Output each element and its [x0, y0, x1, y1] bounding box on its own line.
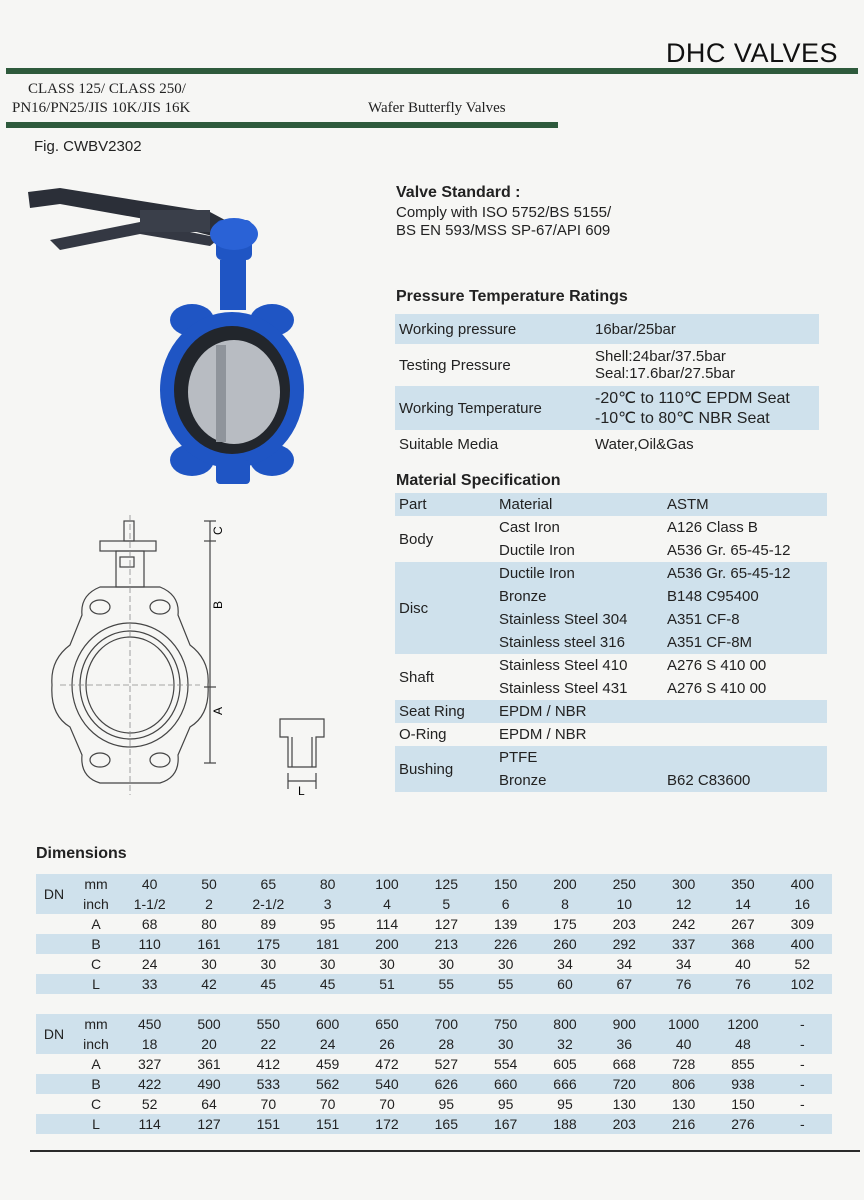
table-row — [36, 914, 832, 934]
dim-value: 30 — [319, 956, 336, 972]
pressure-value: Shell:24bar/37.5bar — [595, 348, 726, 365]
part-name: Disc — [399, 599, 429, 617]
size-inch: 16 — [794, 896, 811, 912]
dim-value: - — [799, 1096, 805, 1112]
dim-value: 276 — [731, 1116, 755, 1132]
astm-value: A536 Gr. 65-45-12 — [667, 542, 791, 559]
valve-photo — [20, 180, 320, 490]
product-title: Wafer Butterfly Valves — [368, 100, 506, 116]
dim-value: 45 — [260, 976, 277, 992]
part-name: Body — [399, 530, 434, 548]
size-mm: 550 — [256, 1016, 280, 1032]
dimensions-table-1 — [36, 874, 832, 994]
dim-value: 30 — [379, 956, 395, 972]
size-mm: 1200 — [727, 1016, 759, 1032]
material-name: Stainless Steel 410 — [499, 657, 628, 674]
size-inch: 8 — [561, 896, 569, 912]
size-inch: 40 — [675, 1036, 692, 1052]
dim-value: 40 — [735, 956, 751, 972]
dim-value: 172 — [375, 1116, 399, 1132]
size-mm: 100 — [375, 876, 399, 892]
col-material: Material — [499, 496, 553, 513]
size-mm: 750 — [493, 1016, 518, 1032]
dim-value: 938 — [731, 1076, 755, 1092]
dim-value: 422 — [137, 1076, 162, 1092]
size-inch: 2 — [205, 896, 213, 912]
header-divider-bottom — [6, 122, 558, 128]
dim-value: 30 — [260, 956, 277, 972]
dim-value: 728 — [671, 1056, 696, 1072]
dim-value: 188 — [553, 1116, 577, 1132]
dim-value: 267 — [731, 916, 755, 932]
material-name: Stainless Steel 304 — [499, 611, 628, 628]
dn-label: DN — [43, 886, 65, 902]
dim-label: B — [91, 936, 101, 952]
dim-value: 666 — [553, 1076, 577, 1092]
dim-label: L — [92, 1116, 100, 1132]
size-mm: 900 — [612, 1016, 636, 1032]
table-row — [395, 723, 827, 746]
dim-value: 139 — [493, 916, 518, 932]
material-name: EPDM / NBR — [499, 726, 587, 743]
size-mm: 80 — [319, 876, 336, 892]
size-mm: 700 — [434, 1016, 458, 1032]
size-mm: 50 — [201, 876, 217, 892]
table-row — [395, 493, 827, 516]
dim-value: 42 — [201, 976, 217, 992]
astm-value: A276 S 410 00 — [667, 657, 767, 674]
dim-value: 68 — [141, 916, 158, 932]
size-inch: 6 — [501, 896, 510, 912]
pressure-value: 16bar/25bar — [595, 320, 676, 338]
dim-value: 67 — [616, 976, 633, 992]
part-name: O-Ring — [399, 726, 447, 743]
dim-value: 64 — [201, 1096, 217, 1112]
table-row — [36, 894, 832, 914]
size-mm: 300 — [671, 876, 696, 892]
material-name: EPDM / NBR — [499, 703, 587, 720]
dim-value: 95 — [438, 1096, 455, 1112]
size-mm: 400 — [790, 876, 814, 892]
dim-value: 76 — [735, 976, 751, 992]
unit-inch: inch — [83, 896, 109, 912]
dim-value: 533 — [256, 1076, 280, 1092]
dim-value: 151 — [315, 1116, 340, 1132]
dim-label: A — [91, 1056, 101, 1072]
table-row — [36, 1014, 832, 1034]
dim-value: 167 — [493, 1116, 518, 1132]
astm-value: A536 Gr. 65-45-12 — [667, 565, 791, 582]
dim-value: - — [799, 1116, 805, 1132]
dim-value: 181 — [315, 936, 340, 952]
dim-label: B — [91, 1076, 101, 1092]
size-mm: 500 — [197, 1016, 221, 1032]
astm-value: A276 S 410 00 — [667, 680, 767, 697]
table-row — [395, 314, 819, 344]
pressure-label: Working Temperature — [399, 399, 542, 417]
pressure-value: Seal:17.6bar/27.5bar — [595, 365, 736, 382]
brand-title: DHC VALVES — [665, 38, 838, 68]
footer-divider — [30, 1150, 860, 1152]
pressure-value: -10℃ to 80℃ NBR Seat — [595, 410, 770, 427]
dim-value: 95 — [319, 916, 336, 932]
col-astm: ASTM — [667, 496, 709, 513]
dim-value: 102 — [790, 976, 814, 992]
dim-value: 292 — [612, 936, 636, 952]
dim-value: 45 — [319, 976, 336, 992]
dim-value: 33 — [141, 976, 158, 992]
material-name: Ductile Iron — [499, 542, 575, 559]
col-part: Part — [399, 496, 427, 513]
dim-value: 95 — [557, 1096, 573, 1112]
material-table — [395, 493, 827, 792]
table-row — [395, 386, 819, 430]
dim-value: 242 — [671, 916, 696, 932]
dim-value: 127 — [197, 1116, 221, 1132]
astm-value: B148 C95400 — [667, 588, 759, 605]
table-row — [36, 1074, 832, 1094]
size-inch: 32 — [557, 1036, 573, 1052]
pressure-value: Water,Oil&Gas — [595, 435, 694, 453]
unit-inch: inch — [83, 1036, 109, 1052]
dim-value: 24 — [141, 956, 158, 972]
dim-value: 200 — [375, 936, 399, 952]
size-mm: 150 — [493, 876, 518, 892]
dim-value: 226 — [493, 936, 518, 952]
pressure-ratings-title: Pressure Temperature Ratings — [396, 288, 628, 305]
size-inch: 22 — [260, 1036, 277, 1052]
dim-value: 216 — [671, 1116, 696, 1132]
dim-value: 52 — [141, 1096, 158, 1112]
dim-value: 527 — [434, 1056, 458, 1072]
dim-value: 626 — [434, 1076, 458, 1092]
table-row — [395, 562, 827, 585]
pressure-table — [395, 314, 819, 458]
pressure-label: Working pressure — [399, 320, 517, 338]
label-a: A — [211, 706, 225, 715]
dim-value: 337 — [671, 936, 696, 952]
dim-label: A — [91, 916, 101, 932]
material-name: Cast Iron — [499, 519, 560, 536]
pressure-label: Testing Pressure — [399, 356, 511, 374]
unit-mm: mm — [84, 876, 108, 892]
dim-value: 110 — [138, 936, 161, 952]
label-b: B — [211, 600, 225, 609]
size-inch: 14 — [735, 896, 751, 912]
material-name: Stainless steel 316 — [499, 634, 625, 651]
dim-value: 459 — [315, 1056, 340, 1072]
astm-value: A351 CF-8 — [667, 611, 740, 628]
dim-value: 70 — [260, 1096, 277, 1112]
size-mm: 450 — [137, 1016, 162, 1032]
dim-value: 161 — [197, 936, 221, 952]
dim-value: 70 — [319, 1096, 336, 1112]
astm-value: A126 Class B — [667, 519, 758, 536]
label-l: L — [298, 784, 305, 798]
size-mm: 800 — [553, 1016, 577, 1032]
table-row — [36, 1094, 832, 1114]
table-row — [395, 654, 827, 677]
label-c: C — [211, 526, 225, 535]
table-row — [36, 974, 832, 994]
size-inch: 12 — [675, 896, 692, 912]
table-row — [36, 1034, 832, 1054]
size-mm: 650 — [375, 1016, 399, 1032]
part-name: Shaft — [399, 668, 435, 686]
dim-value: 327 — [137, 1056, 162, 1072]
figure-number: Fig. CWBV2302 — [34, 138, 142, 155]
dn-label: DN — [43, 1026, 65, 1042]
pressure-value: -20℃ to 110℃ EPDM Seat — [595, 390, 790, 407]
dim-value: 400 — [790, 936, 814, 952]
size-inch: 36 — [616, 1036, 633, 1052]
dim-value: 30 — [438, 956, 455, 972]
size-inch: 48 — [735, 1036, 751, 1052]
dim-value: 165 — [434, 1116, 458, 1132]
material-name: Ductile Iron — [499, 565, 575, 582]
table-row — [395, 746, 827, 769]
dim-value: 51 — [379, 976, 395, 992]
valve-standard-line-1: Comply with ISO 5752/BS 5155/ — [396, 204, 612, 221]
dim-value: 203 — [612, 1116, 636, 1132]
material-spec-title: Material Specification — [396, 472, 561, 489]
dim-value: 368 — [731, 936, 755, 952]
dim-value: 130 — [671, 1096, 696, 1112]
size-inch: 24 — [319, 1036, 336, 1052]
dim-value: 60 — [557, 976, 573, 992]
unit-mm: mm — [84, 1016, 108, 1032]
dim-value: 540 — [375, 1076, 399, 1092]
dim-value: 30 — [497, 956, 514, 972]
dim-value: 605 — [553, 1056, 577, 1072]
table-row — [36, 954, 832, 974]
valve-standard-title: Valve Standard : — [396, 184, 521, 201]
size-inch: 4 — [383, 896, 391, 912]
pressure-label: Suitable Media — [399, 435, 499, 453]
astm-value: A351 CF-8M — [667, 634, 753, 651]
size-mm: 1000 — [668, 1016, 700, 1032]
dim-value: 70 — [379, 1096, 395, 1112]
dim-value: 668 — [612, 1056, 636, 1072]
dim-value: 80 — [201, 916, 217, 932]
valve-drawing — [40, 515, 340, 805]
dim-value: 150 — [731, 1096, 755, 1112]
class-line-1: CLASS 125/ CLASS 250/ — [28, 81, 186, 97]
table-row — [395, 516, 827, 539]
valve-standard-line-2: BS EN 593/MSS SP-67/API 609 — [396, 222, 611, 239]
dim-value: 213 — [434, 936, 458, 952]
dim-value: 89 — [260, 916, 277, 932]
table-row — [395, 700, 827, 723]
dim-value: 76 — [675, 976, 692, 992]
dim-value: 806 — [671, 1076, 696, 1092]
size-mm: 65 — [260, 876, 277, 892]
dim-value: 660 — [493, 1076, 518, 1092]
astm-value: B62 C83600 — [667, 772, 751, 789]
dim-value: 130 — [612, 1096, 636, 1112]
dim-value: 34 — [616, 956, 633, 972]
dim-value: 151 — [256, 1116, 280, 1132]
header-divider-top — [6, 68, 858, 74]
size-inch: 3 — [323, 896, 332, 912]
size-mm: - — [799, 1016, 805, 1032]
dim-value: 490 — [197, 1076, 221, 1092]
dim-value: 95 — [497, 1096, 514, 1112]
dimensions-title: Dimensions — [36, 845, 127, 862]
dim-value: 52 — [794, 956, 811, 972]
table-row — [36, 1114, 832, 1134]
dim-value: 562 — [315, 1076, 340, 1092]
dim-value: - — [799, 1056, 805, 1072]
dim-label: C — [90, 1096, 102, 1112]
size-inch: 5 — [442, 896, 451, 912]
dim-value: 30 — [201, 956, 217, 972]
dim-label: C — [90, 956, 102, 972]
part-name: Seat Ring — [399, 703, 465, 720]
dim-value: 55 — [497, 976, 514, 992]
size-mm: 600 — [315, 1016, 340, 1032]
size-mm: 350 — [731, 876, 755, 892]
dim-value: 472 — [375, 1056, 399, 1072]
dim-value: 720 — [612, 1076, 636, 1092]
material-name: Bronze — [499, 772, 547, 789]
dimensions-table-2 — [36, 1014, 832, 1134]
dim-label: L — [92, 976, 100, 992]
dim-value: 34 — [675, 956, 692, 972]
dim-value: 855 — [731, 1056, 755, 1072]
dim-value: 127 — [434, 916, 458, 932]
size-inch: 2-1/2 — [252, 896, 285, 912]
dim-value: 34 — [557, 956, 573, 972]
dim-value: 412 — [256, 1056, 280, 1072]
size-inch: 26 — [379, 1036, 395, 1052]
size-inch: 30 — [497, 1036, 514, 1052]
dim-value: 55 — [438, 976, 455, 992]
dim-value: 175 — [256, 936, 280, 952]
dim-value: 114 — [375, 916, 399, 932]
material-name: PTFE — [499, 749, 538, 766]
dim-value: 309 — [790, 916, 814, 932]
dim-value: 260 — [553, 936, 577, 952]
size-inch: 1-1/2 — [133, 896, 166, 912]
dim-value: 114 — [138, 1116, 161, 1132]
size-inch: - — [799, 1036, 805, 1052]
table-row — [36, 934, 832, 954]
dim-value: - — [799, 1076, 805, 1092]
size-mm: 125 — [434, 876, 458, 892]
size-inch: 18 — [141, 1036, 158, 1052]
table-row — [36, 1054, 832, 1074]
size-mm: 40 — [141, 876, 158, 892]
size-mm: 200 — [553, 876, 577, 892]
material-name: Stainless Steel 431 — [499, 680, 628, 697]
table-row — [395, 430, 819, 458]
dim-value: 175 — [553, 916, 577, 932]
table-row — [395, 344, 819, 386]
class-line-2: PN16/PN25/JIS 10K/JIS 16K — [12, 100, 191, 116]
size-inch: 28 — [438, 1036, 455, 1052]
dim-value: 203 — [612, 916, 636, 932]
table-row — [36, 874, 832, 894]
dim-value: 361 — [197, 1056, 221, 1072]
material-name: Bronze — [499, 588, 547, 605]
part-name: Bushing — [399, 760, 454, 778]
size-inch: 10 — [616, 896, 633, 912]
size-inch: 20 — [201, 1036, 217, 1052]
size-mm: 250 — [612, 876, 636, 892]
dim-value: 554 — [493, 1056, 518, 1072]
